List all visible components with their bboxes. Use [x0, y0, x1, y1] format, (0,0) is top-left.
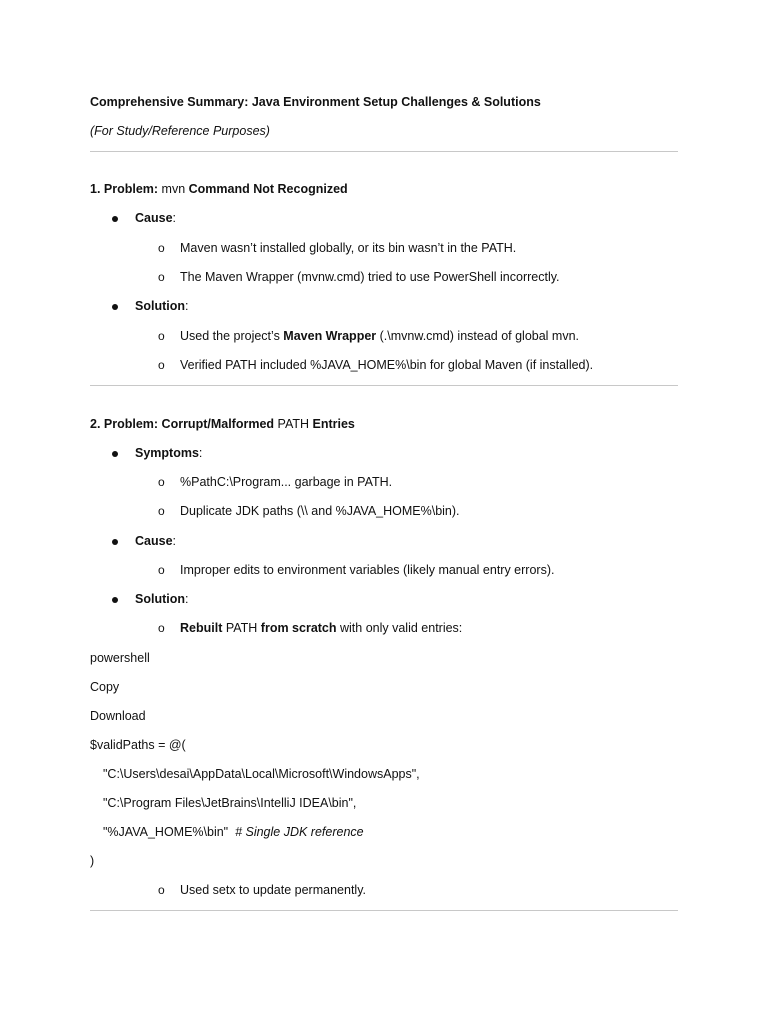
code-line: ) — [90, 854, 95, 868]
section-2-solution-item: Rebuilt PATH from scratch with only valid entries: — [180, 621, 463, 635]
section-1-heading: 1. Problem: mvn Command Not Recognized — [90, 182, 348, 196]
section-1-solution-item: Used the project’s Maven Wrapper (.\mvnw.cmd) instead of global mvn. — [180, 329, 580, 343]
sub-bullet-icon: o — [158, 504, 165, 518]
copy-link[interactable]: Copy — [90, 680, 120, 694]
section-1-cause-item: The Maven Wrapper (mvnw.cmd) tried to use PowerShell incorrectly. — [180, 270, 560, 284]
bullet-icon — [112, 539, 118, 545]
bullet-icon — [112, 451, 118, 457]
section-2-symptom-item: Duplicate JDK paths (\\ and %JAVA_HOME%\bin). — [180, 504, 460, 518]
code-line: $validPaths = @( — [90, 738, 186, 752]
section-2-cause-item: Improper edits to environment variables (likely manual entry errors). — [180, 563, 555, 577]
divider — [90, 910, 678, 911]
section-2-solution-label: Solution: — [135, 592, 189, 606]
sub-bullet-icon: o — [158, 329, 165, 343]
document-subtitle: (For Study/Reference Purposes) — [90, 124, 270, 138]
bullet-icon — [112, 216, 118, 222]
divider — [90, 151, 678, 152]
divider — [90, 385, 678, 386]
sub-bullet-icon: o — [158, 241, 165, 255]
section-2-solution-item: Used setx to update permanently. — [180, 883, 366, 897]
code-language-label: powershell — [90, 651, 150, 665]
code-line: "%JAVA_HOME%\bin" # Single JDK reference — [103, 825, 364, 839]
section-1-solution-label: Solution: — [135, 299, 189, 313]
sub-bullet-icon: o — [158, 563, 165, 577]
bullet-icon — [112, 597, 118, 603]
section-1-cause-item: Maven wasn’t installed globally, or its bin wasn’t in the PATH. — [180, 241, 517, 255]
sub-bullet-icon: o — [158, 475, 165, 489]
section-2-cause-label: Cause: — [135, 534, 177, 548]
download-link[interactable]: Download — [90, 709, 146, 723]
sub-bullet-icon: o — [158, 883, 165, 897]
section-2-symptoms-label: Symptoms: — [135, 446, 203, 460]
code-line: "C:\Program Files\JetBrains\IntelliJ IDEA\bin", — [103, 796, 357, 810]
section-1-solution-item: Verified PATH included %JAVA_HOME%\bin for global Maven (if installed). — [180, 358, 594, 372]
section-1-cause-label: Cause: — [135, 211, 177, 225]
sub-bullet-icon: o — [158, 270, 165, 284]
document-title: Comprehensive Summary: Java Environment Setup Challenges & Solutions — [90, 95, 541, 109]
code-line: "C:\Users\desai\AppData\Local\Microsoft\WindowsApps", — [103, 767, 420, 781]
section-2-heading: 2. Problem: Corrupt/Malformed PATH Entries — [90, 417, 355, 431]
sub-bullet-icon: o — [158, 621, 165, 635]
section-2-symptom-item: %PathC:\Program... garbage in PATH. — [180, 475, 393, 489]
sub-bullet-icon: o — [158, 358, 165, 372]
bullet-icon — [112, 304, 118, 310]
